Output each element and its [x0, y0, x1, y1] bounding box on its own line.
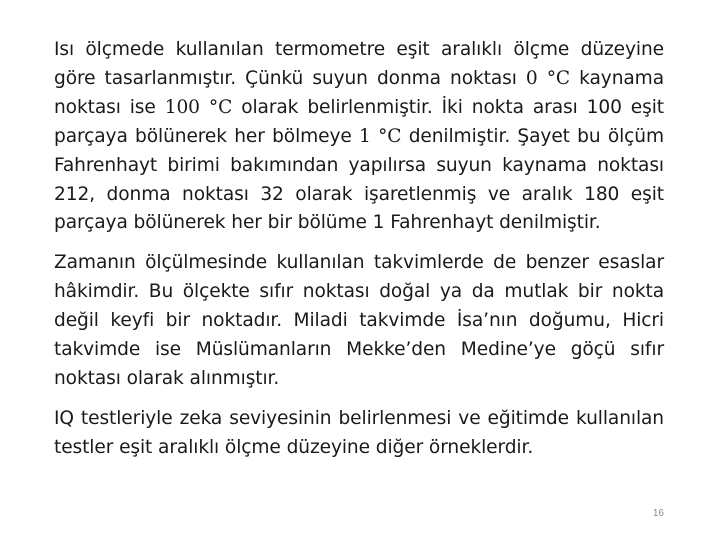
paragraph-thermometer-text-1: Isı ölçmede kullanılan termometre eşit aralıklı ölçme düzeyine göre tasarlanmıştır. Çünkü suyun donma noktası	[54, 39, 664, 89]
degree-unit-value: 1 °C	[359, 125, 402, 147]
paragraph-iq-tests: IQ testleriyle zeka seviyesinin belirlenmesi ve eğitimde kullanılan testler eşit aralıklı ölçme düzeyine diğer örneklerdir.	[54, 407, 664, 458]
boiling-point-value: 100 °C	[164, 96, 233, 118]
paragraph-thermometer-text-3: olarak belirlenmiştir. İki nokta arası 100 eşit parçaya bölünerek her bölmeye	[54, 96, 664, 147]
slide-body	[54, 36, 664, 463]
page-number: 16	[652, 508, 664, 519]
paragraph-thermometer-text-4: denilmiştir. Şayet bu ölçüm Fahrenhayt birimi bakımından yapılırsa suyun kaynama noktası 212, donma noktası 32 olarak işaretlenmiş ve aralık 180 eşit parçaya bölünerek her bir bölüme 1 Fahrenhayt denilmiştir.	[54, 125, 664, 234]
paragraph-thermometer	[54, 36, 664, 238]
paragraph-thermometer-text-2: kaynama noktası ise	[54, 67, 664, 118]
paragraph-calendar: Zamanın ölçülmesinde kullanılan takvimlerde de benzer esaslar hâkimdir. Bu ölçekte sıfır noktası doğal ya da mutlak bir nokta değil keyfi bir noktadır. Miladi takvimde İsa’nın doğumu, Hicri takvimde ise Müslümanların Mekke’den Medine’ye göçü sıfır noktası olarak alınmıştır.	[54, 252, 664, 389]
freezing-point-value: 0 °C	[525, 67, 571, 89]
